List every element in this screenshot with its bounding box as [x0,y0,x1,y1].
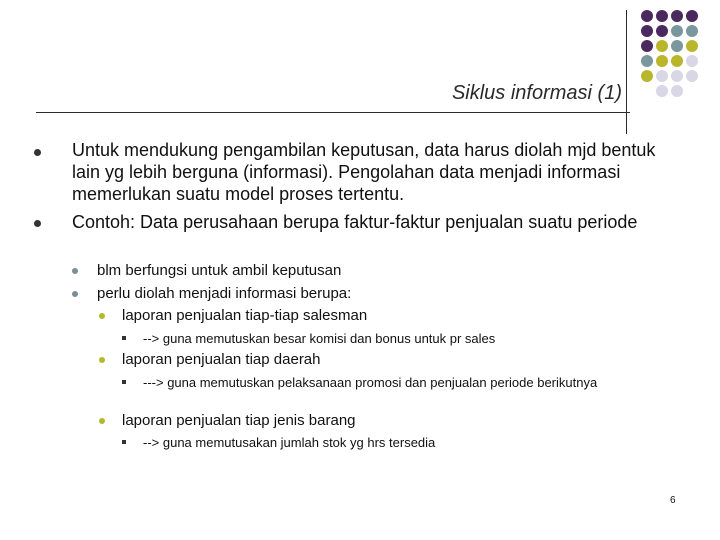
bullet-text-1: Untuk mendukung pengambilan keputusan, data harus diolah mjd bentuk lain yg lebih berguna (informasi). Pengolahan data menjadi informasi memerlukan suatu model proses tertentu. [72,140,656,204]
decorative-dot [656,70,668,82]
decorative-dot [641,55,653,67]
decorative-dot [641,25,653,37]
decorative-dot [656,25,668,37]
decorative-dot [671,70,683,82]
decorative-dot [686,40,698,52]
slide-title: Siklus informasi (1) [451,82,622,104]
decorative-vertical-line [626,10,627,134]
decorative-dot [671,85,683,97]
bullet-dot [34,149,41,156]
decorative-dot [671,25,683,37]
decorative-dot [656,85,668,97]
decorative-dot [686,55,698,67]
report-bullet-dot [99,418,105,424]
note-bullet-square [122,336,126,340]
sub-bullet-text-1: blm berfungsi untuk ambil keputusan [97,262,342,279]
report-note-1: --> guna memutuskan besar komisi dan bonus untuk pr sales [143,331,496,346]
sub-bullet-text-2: perlu diolah menjadi informasi berupa: [97,285,352,302]
report-label-2: laporan penjualan tiap daerah [122,351,321,368]
sub-bullet-dot [72,268,78,274]
decorative-dot [671,40,683,52]
report-label-3: laporan penjualan tiap jenis barang [122,412,356,429]
decorative-dot [641,70,653,82]
page-number: 6 [670,495,676,506]
decorative-dot [656,55,668,67]
sub-bullet-dot [72,291,78,297]
note-bullet-square [122,380,126,384]
decorative-dot [656,40,668,52]
decorative-dot [641,10,653,22]
report-bullet-dot [99,357,105,363]
note-bullet-square [122,440,126,444]
decorative-dot [656,10,668,22]
decorative-dot [671,10,683,22]
report-note-2: ---> guna memutuskan pelaksanaan promosi dan penjualan periode berikutnya [143,375,598,390]
report-label-1: laporan penjualan tiap-tiap salesman [122,307,368,324]
bullet-dot [34,220,41,227]
report-bullet-dot [99,313,105,319]
report-note-3: --> guna memutusakan jumlah stok yg hrs tersedia [143,435,436,450]
decorative-dot [641,40,653,52]
decorative-dot [686,10,698,22]
bullet-text-2: Contoh: Data perusahaan berupa faktur-faktur penjualan suatu periode [72,212,638,232]
decorative-dot [671,55,683,67]
title-underline [36,112,630,113]
decorative-dot [686,25,698,37]
decorative-dot [686,70,698,82]
